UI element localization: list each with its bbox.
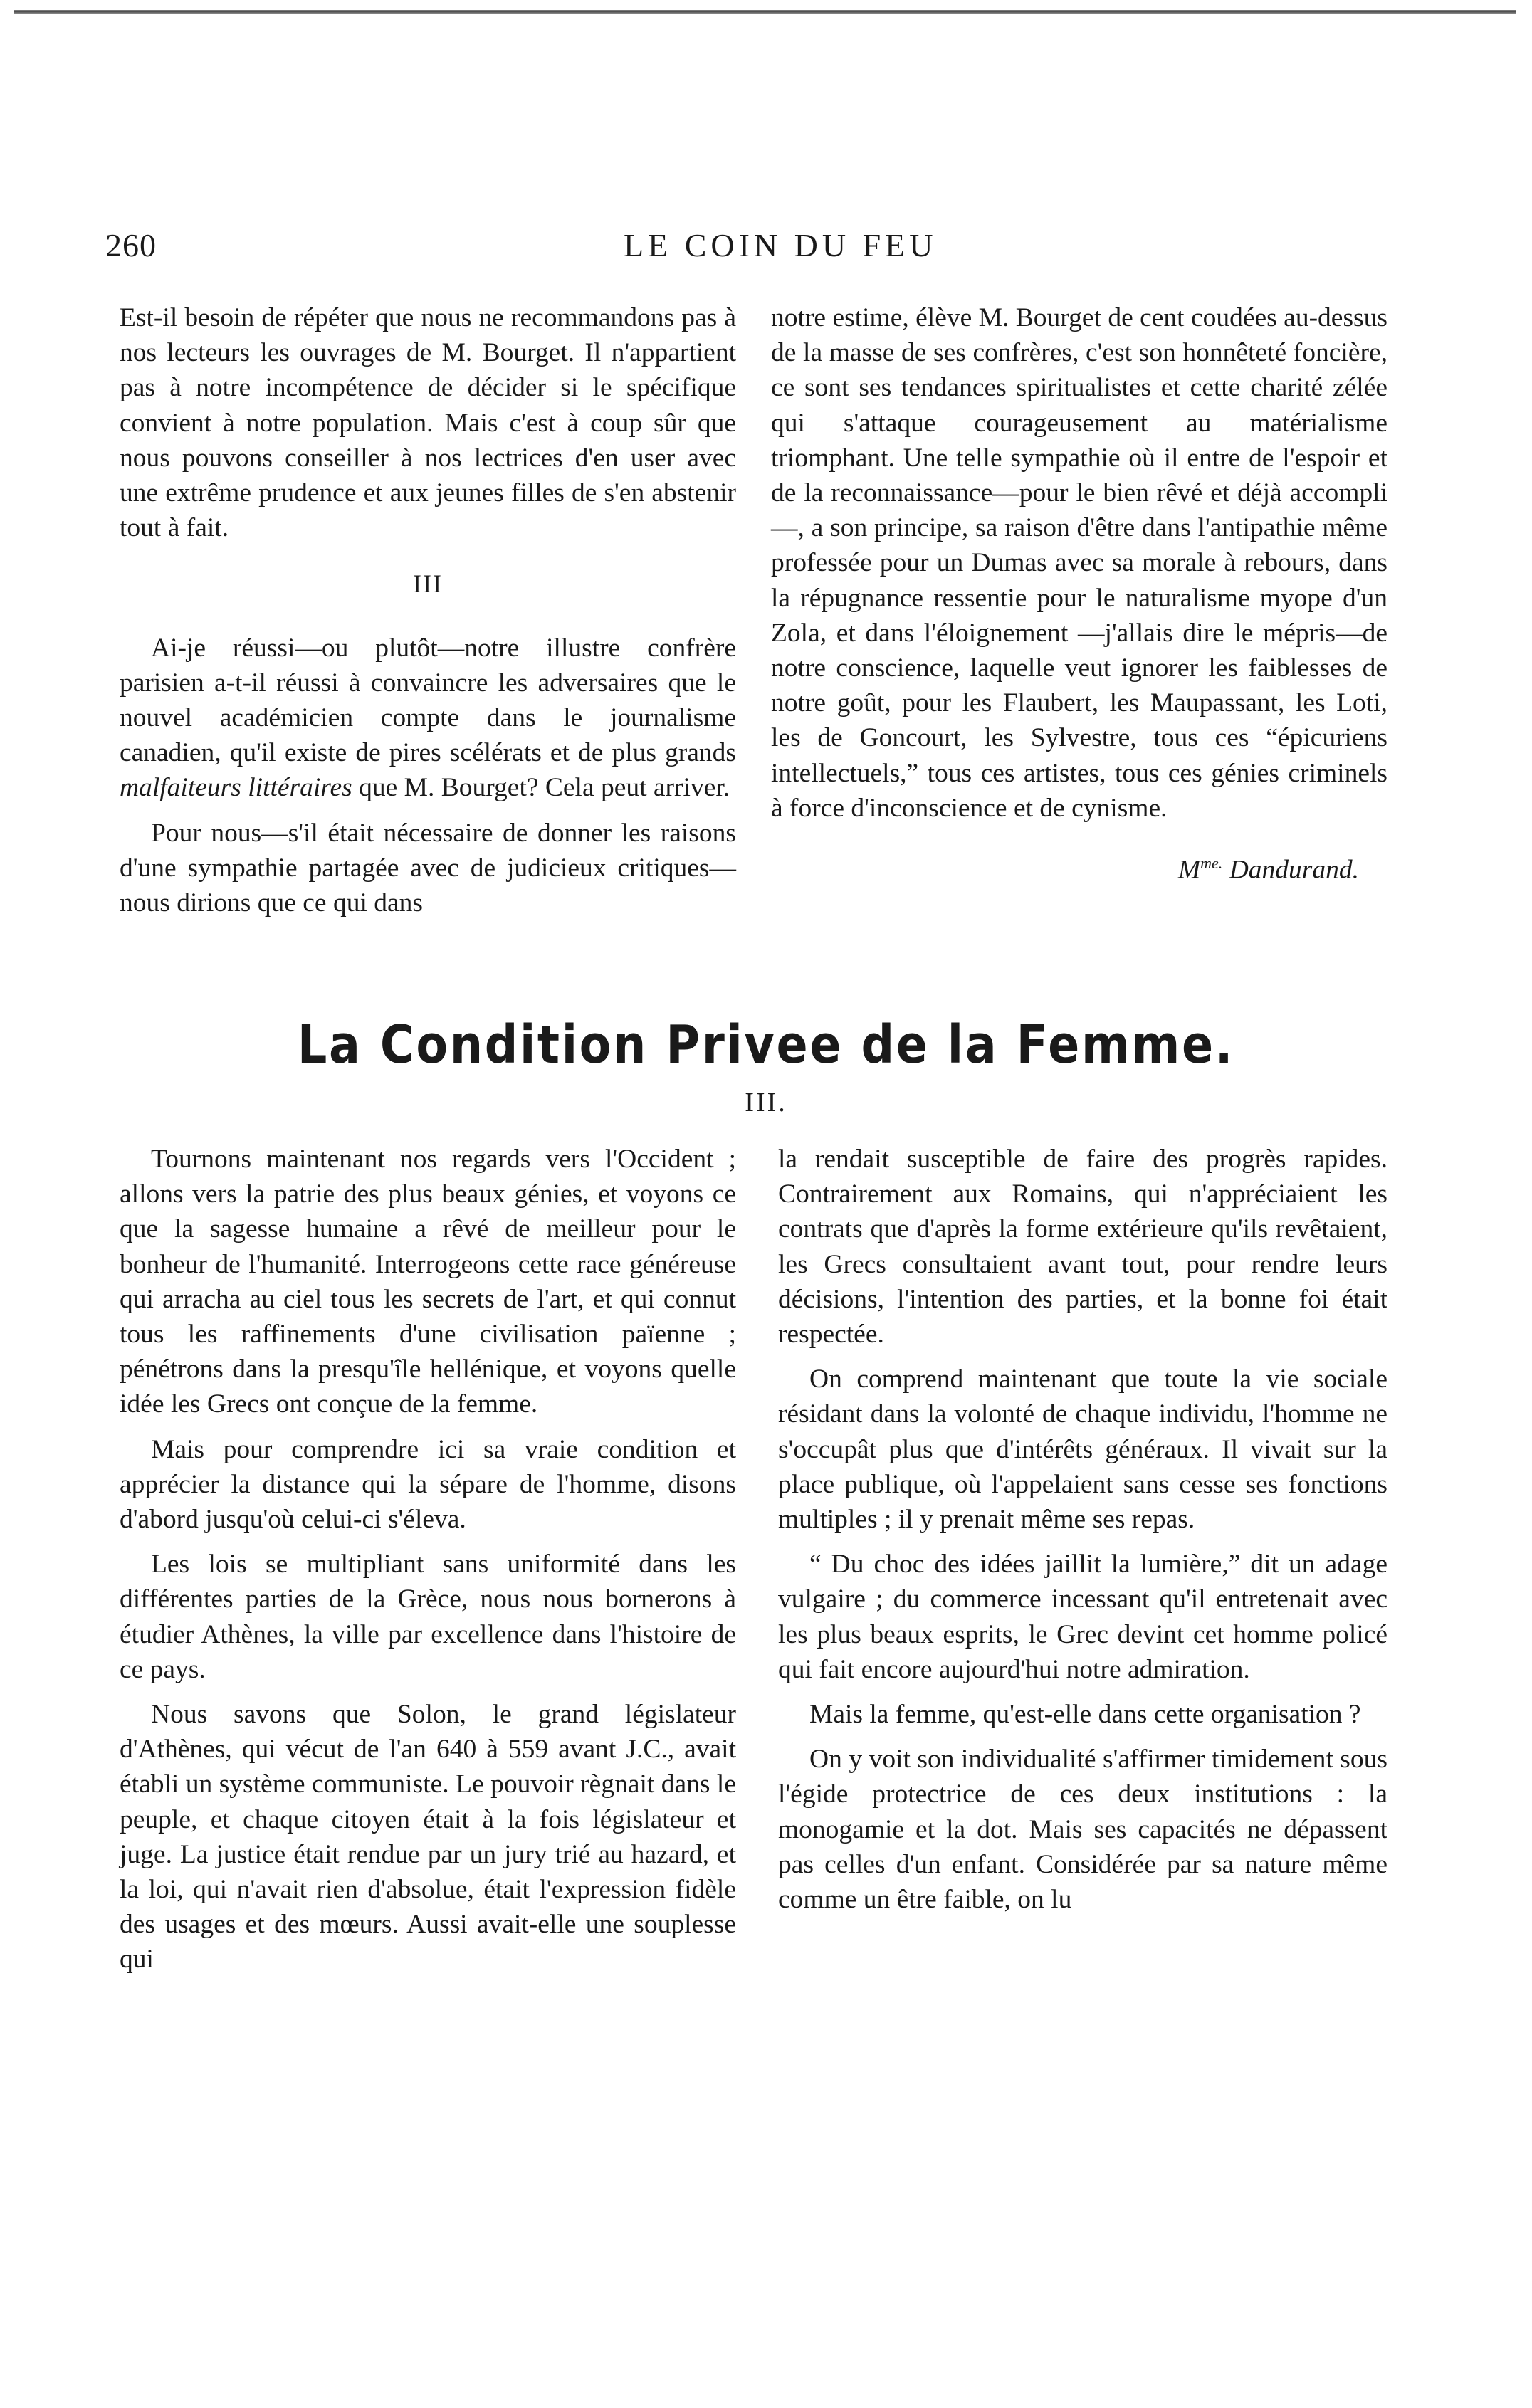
- paragraph: Pour nous—s'il était nécessaire de donner les raisons d'une sympathie partagée avec de judicieux critiques—nous dirions que ce qui dans: [120, 818, 736, 918]
- paragraph: “ Du choc des idées jaillit la lumière,” dit un adage vulgaire ; du commerce incessant qu'il entretenait avec les plus beaux esprits, le Grec devint cet homme policé qui fait encore aujourd'hui notre admiration.: [778, 1550, 1387, 1684]
- paragraph: Ai-je réussi—ou plutôt—notre illustre confrère parisien a-t-il réussi à convaincre les adversaires que le nouvel académicien compte dans le journalisme canadien, qu'il existe de pires scélérats et de plus grands malfaiteurs littéraires que M. Bourget? Cela peut arriver.: [120, 633, 736, 803]
- paragraph: Les lois se multipliant sans uniformité dans les différentes parties de la Grèce, nous nous bornerons à étudier Athènes, la ville par excellence dans l'histoire de ce pays.: [120, 1550, 736, 1684]
- paragraph: notre estime, élève M. Bourget de cent coudées au-dessus de la masse de ses confrères, c'est son honnêteté foncière, ce sont ses tendances spiritualistes et cette charité zélée qui s'attaque courageusement au matérialisme triomphant. Une telle sympathie où il entre de l'espoir et de la reconnaissance—pour le bien rêvé et déjà accompli—, a son principe, sa raison d'être dans l'antipathie même professée pour un Dumas avec sa morale à rebours, dans la répugnance ressentie pour le naturalisme myope d'un Zola, et dans l'éloignement —j'allais dire le mépris—de notre conscience, laquelle veut ignorer les faiblesses de notre goût, pour les Flaubert, les Maupassant, les Loti, les de Goncourt, les Sylvestre, tous ces “épicuriens intellectuels,” tous ces artistes, tous ces génies criminels à force d'inconscience et de cynisme.: [771, 303, 1387, 823]
- article-part-number: III.: [745, 1088, 787, 1118]
- paragraph: On comprend maintenant que toute la vie sociale résidant dans la volonté de chaque individu, l'homme ne s'occupât plus que d'intérêts généraux. Il vivait sur la place publique, où l'appelaient sans cesse ses fonctions multiples ; il y prenait même ses repas.: [778, 1365, 1387, 1535]
- paragraph: Mais pour comprendre ici sa vraie condition et apprécier la distance qui la sépare de l'homme, disons d'abord jusqu'où celui-ci s'éleva.: [120, 1434, 736, 1535]
- page-number: 260: [105, 227, 157, 263]
- lower-left-column: [120, 1142, 736, 1977]
- running-title: LE COIN DU FEU: [624, 227, 938, 263]
- top-border-rule: [14, 10, 1516, 14]
- paragraph: On y voit son individualité s'affirmer timidement sous l'égide protectrice de ces deux institutions : la monogamie et la dot. Mais ses capacités ne dépassent pas celles d'un enfant. Considérée par sa nature même comme un être faible, on lu: [778, 1745, 1387, 1915]
- section-heading: III: [413, 569, 443, 599]
- upper-right-column: [771, 300, 1387, 888]
- paragraph: Nous savons que Solon, le grand législateur d'Athènes, qui vécut de l'an 640 à 559 avant J.C., avait établi un système communiste. Le pouvoir règnait dans le peuple, et chaque citoyen était à la fois législateur et juge. La justice était rendue par un jury trié au hazard, et la loi, qui n'avait rien d'absolue, était l'expression fidèle des usages et des mœurs. Aussi avait-elle une souplesse qui: [120, 1700, 736, 1975]
- paragraph: Est-il besoin de répéter que nous ne recommandons pas à nos lecteurs les ouvrages de M. Bourget. Il n'appartient pas à notre incompétence de décider si le spécifique convient à notre population. Mais c'est à coup sûr que nous pouvons conseiller à nos lectrices d'en user avec une extrême prudence et aux jeunes filles de s'en abstenir tout à fait.: [120, 303, 736, 543]
- article-title: La Condition Privee de la Femme.: [297, 1014, 1235, 1076]
- lower-right-column: [778, 1142, 1387, 1917]
- paragraph: la rendait susceptible de faire des progrès rapides. Contrairement aux Romains, qui n'appréciaient les contrats que d'après la forme extérieure qu'ils revêtaient, les Grecs consultaient avant tout, pour rendre leurs décisions, l'intention des parties, et la bonne foi était respectée.: [778, 1145, 1387, 1350]
- upper-left-column: [120, 300, 736, 920]
- author-signature: $M^{me.}$ Dandurand.: [1177, 854, 1359, 885]
- paragraph: Tournons maintenant nos regards vers l'Occident ; allons vers la patrie des plus beaux génies, et voyons ce que la sagesse humaine a rêvé de meilleur pour le bonheur de l'humanité. Interrogeons cette race généreuse qui arracha au ciel tous les secrets de l'art, et qui connut tous les raffinements d'une civilisation païenne ; pénétrons dans la presqu'île hellénique, et voyons quelle idée les Grecs ont conçue de la femme.: [120, 1145, 736, 1419]
- italic-phrase: malfaiteurs littéraires: [120, 773, 352, 803]
- paragraph: Mais la femme, qu'est-elle dans cette organisation ?: [809, 1700, 1361, 1730]
